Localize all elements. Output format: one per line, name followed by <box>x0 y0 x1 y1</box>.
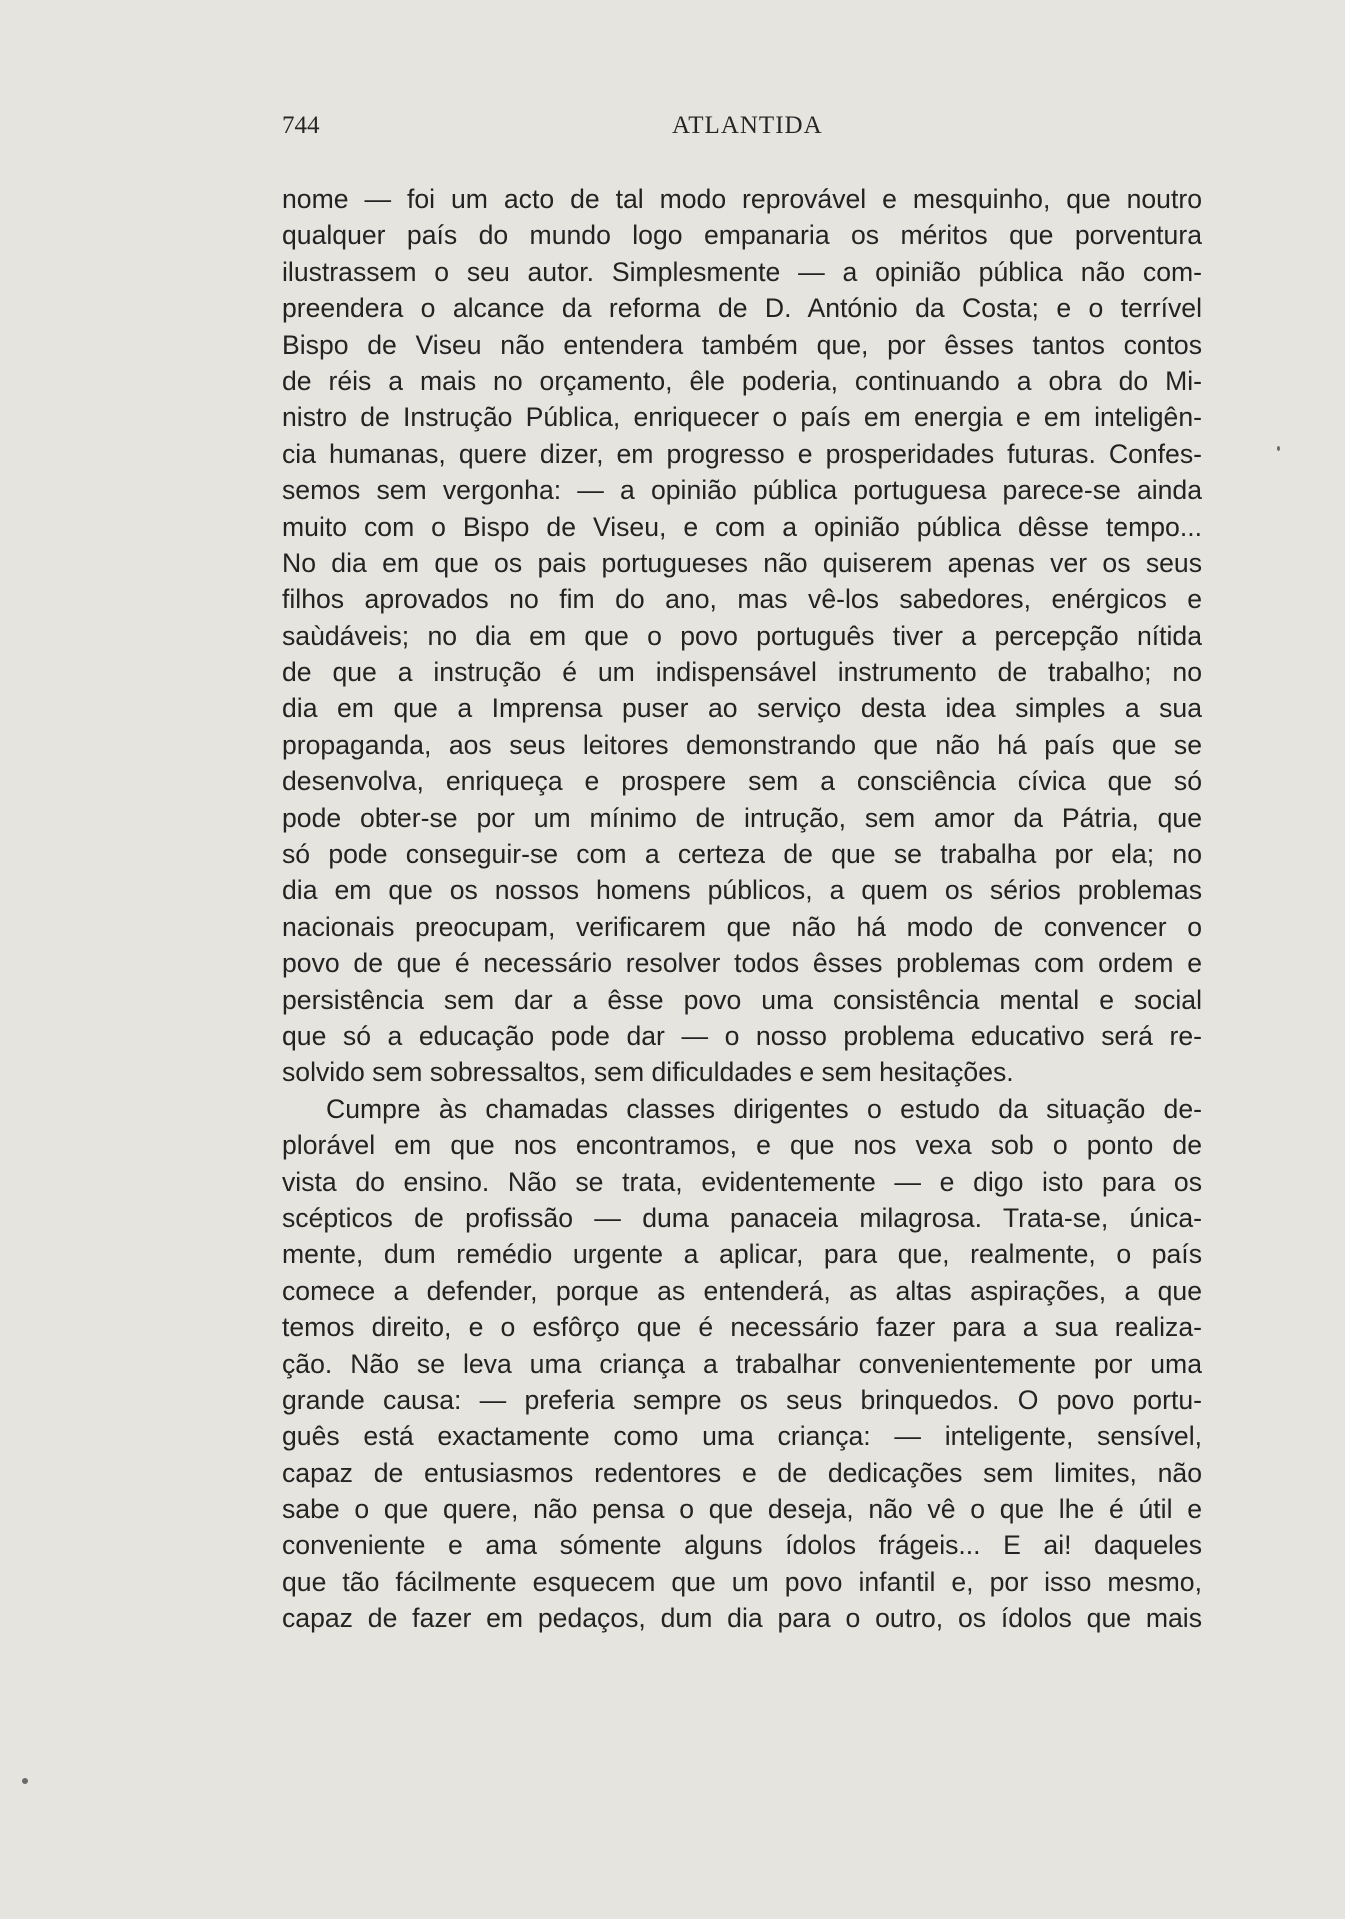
text-line: nistro de Instrução Pública, enriquecer o país em energia e em inteligên- <box>282 402 1202 433</box>
text-line: propaganda, aos seus leitores demonstrando que não há país que se <box>282 729 1202 760</box>
text-line: pode obter-se por um mínimo de intrução, sem amor da Pátria, que <box>282 802 1202 833</box>
text-line: capaz de fazer em pedaços, dum dia para o outro, os ídolos que mais <box>282 1603 1202 1634</box>
page-number: 744 <box>282 112 320 139</box>
text-line: povo de que é necessário resolver todos êsses problemas com ordem e <box>282 948 1202 979</box>
text-line: persistência sem dar a êsse povo uma consistência mental e social <box>282 984 1202 1015</box>
text-line: guês está exactamente como uma criança: — inteligente, sensível, <box>282 1421 1202 1452</box>
text-line: Cumpre às chamadas classes dirigentes o estudo da situação de- <box>326 1093 1202 1124</box>
text-line: de réis a mais no orçamento, êle poderia, continuando a obra do Mi- <box>282 365 1202 396</box>
ink-speck <box>1277 446 1280 451</box>
text-line: nome — foi um acto de tal modo reprovável e mesquinho, que noutro <box>282 184 1202 214</box>
text-line: nacionais preocupam, verificarem que não há modo de convencer o <box>282 911 1202 942</box>
text-line: conveniente e ama sómente alguns ídolos frágeis... E ai! daqueles <box>282 1530 1202 1561</box>
text-line: ção. Não se leva uma criança a trabalhar convenientemente por uma <box>282 1348 1202 1379</box>
text-line: saùdáveis; no dia em que o povo português tiver a percepção nítida <box>282 620 1202 651</box>
text-line: só pode conseguir-se com a certeza de que se trabalha por ela; no <box>282 839 1202 870</box>
text-line: capaz de entusiasmos redentores e de dedicações sem limites, não <box>282 1457 1202 1488</box>
text-line: temos direito, e o esfôrço que é necessário fazer para a sua realiza- <box>282 1312 1202 1343</box>
text-line: No dia em que os pais portugueses não quiserem apenas ver os seus <box>282 547 1202 578</box>
text-line: que só a educação pode dar — o nosso problema educativo será re- <box>282 1020 1202 1051</box>
text-line: semos sem vergonha: — a opinião pública portuguesa parece-se ainda <box>282 475 1202 506</box>
text-line: dia em que a Imprensa puser ao serviço desta idea simples a sua <box>282 693 1202 724</box>
text-line: ilustrassem o seu autor. Simplesmente — a opinião pública não com- <box>282 256 1202 287</box>
ink-speck <box>22 1778 28 1784</box>
text-line: filhos aprovados no fim do ano, mas vê-los sabedores, enérgicos e <box>282 584 1202 615</box>
page-header <box>282 112 1202 152</box>
running-title: ATLANTIDA <box>672 112 823 139</box>
body-text <box>282 181 1202 1637</box>
text-line: scépticos de profissão — duma panaceia milagrosa. Trata-se, únicа- <box>282 1202 1202 1233</box>
text-line: cia humanas, quere dizer, em progresso e prosperidades futuras. Confes- <box>282 438 1202 469</box>
text-line: dia em que os nossos homens públicos, a quem os sérios problemas <box>282 875 1202 906</box>
text-line: comece a defender, porque as entenderá, as altas aspirações, a que <box>282 1275 1202 1306</box>
text-line: qualquer país do mundo logo empanaria os méritos que porventura <box>282 220 1202 251</box>
text-line: sabe o que quere, não pensa o que deseja, não vê o que lhe é útil e <box>282 1494 1202 1525</box>
text-line: que tão fácilmente esquecem que um povo infantil e, por isso mesmo, <box>282 1566 1202 1597</box>
text-line: muito com o Bispo de Viseu, e com a opinião pública dêsse tempo... <box>282 511 1202 542</box>
text-line: de que a instrução é um indispensável instrumento de trabalho; no <box>282 657 1202 688</box>
text-line: preendera o alcance da reforma de D. António da Costa; e o terrível <box>282 293 1202 324</box>
text-line: vista do ensino. Não se trata, evidentemente — e digo isto para os <box>282 1166 1202 1197</box>
text-line: solvido sem sobressaltos, sem dificuldades e sem hesitações. <box>282 1057 1014 1088</box>
text-line: Bispo de Viseu não entendera também que, por êsses tantos contos <box>282 329 1202 360</box>
text-line: mente, dum remédio urgente a aplicar, para que, realmente, o país <box>282 1239 1202 1270</box>
text-line: plorável em que nos encontramos, e que nos vexa sob o ponto de <box>282 1130 1202 1161</box>
text-line: desenvolva, enriqueça e prospere sem a consciência cívica que só <box>282 766 1202 797</box>
text-line: grande causa: — preferia sempre os seus brinquedos. O povo portu- <box>282 1384 1202 1415</box>
